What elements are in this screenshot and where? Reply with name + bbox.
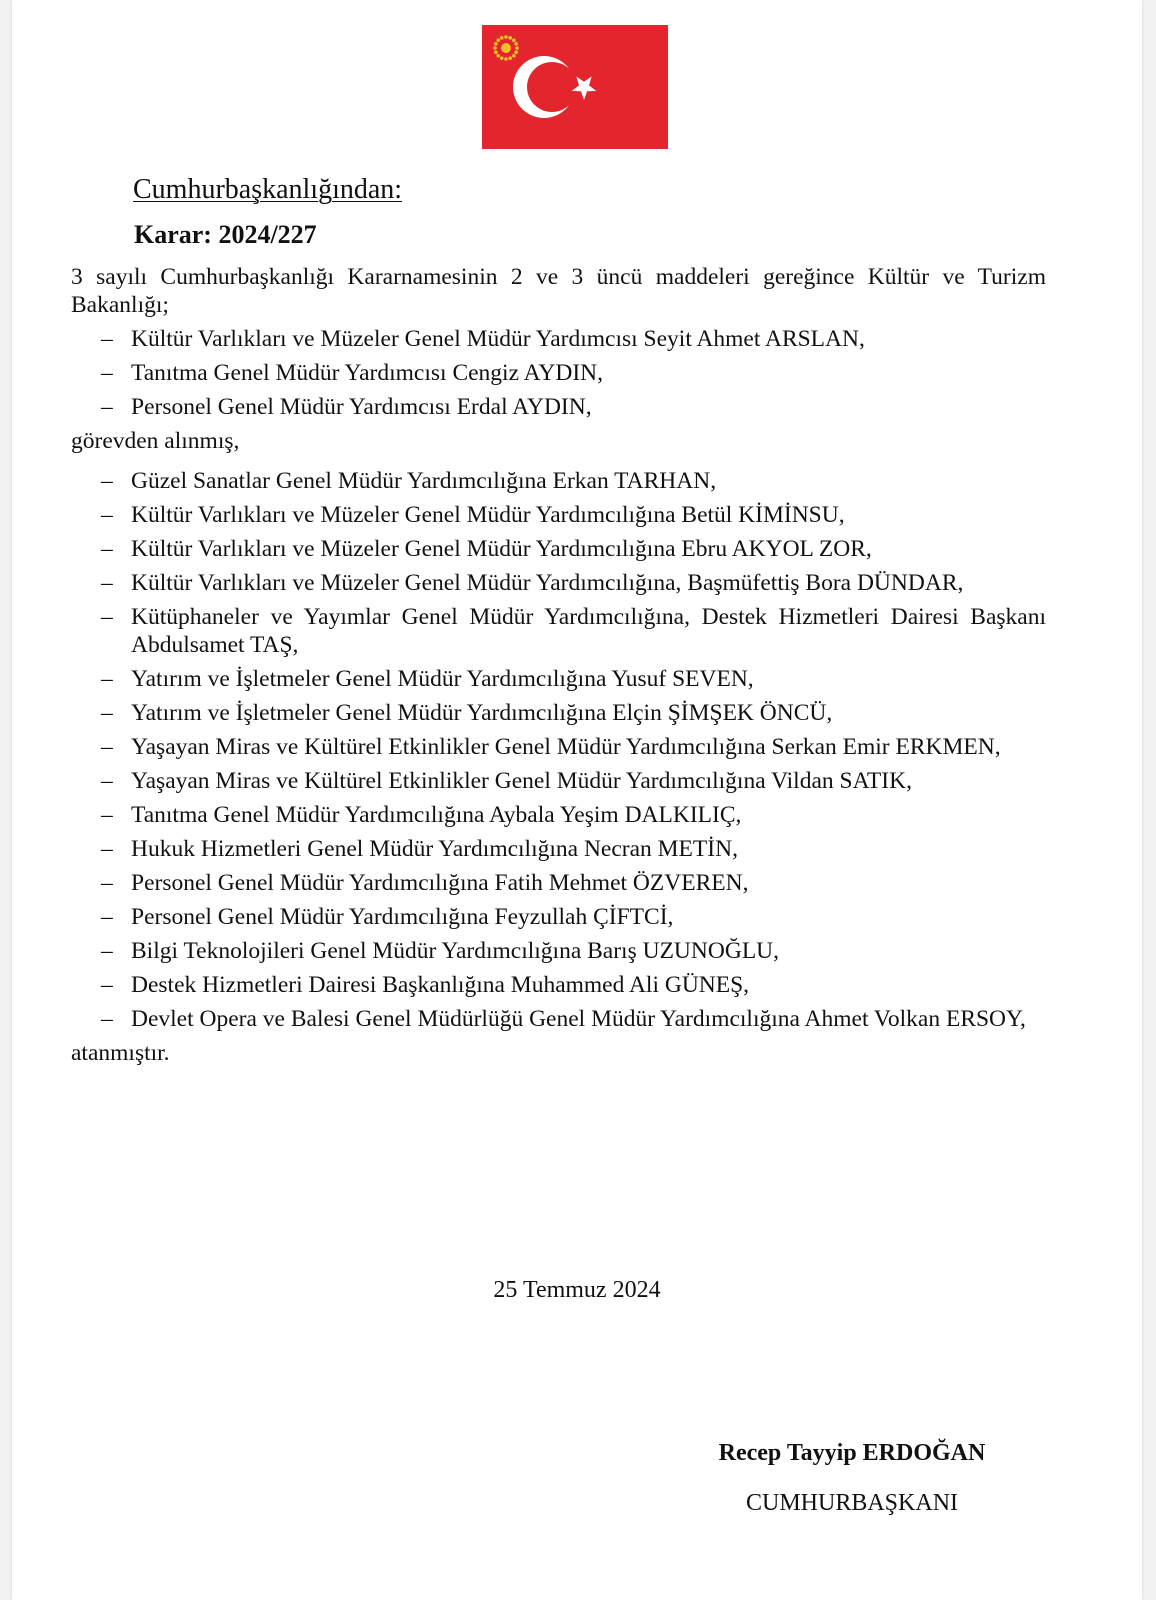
- list-item: – Personel Genel Müdür Yardımcısı Erdal AYDIN,: [71, 393, 1046, 421]
- list-item: – Yaşayan Miras ve Kültürel Etkinlikler Genel Müdür Yardımcılığına Serkan Emir ERKMEN,: [71, 733, 1046, 761]
- list-item: – Personel Genel Müdür Yardımcılığına Feyzullah ÇİFTCİ,: [71, 903, 1046, 931]
- appointed-note: atanmıştır.: [71, 1040, 170, 1066]
- list-item: – Devlet Opera ve Balesi Genel Müdürlüğü Genel Müdür Yardımcılığına Ahmet Volkan ERSOY,: [71, 1005, 1046, 1033]
- list-item: – Hukuk Hizmetleri Genel Müdür Yardımcılığına Necran METİN,: [71, 835, 1046, 863]
- intro-paragraph: 3 sayılı Cumhurbaşkanlığı Kararnamesinin 2 ve 3 üncü maddeleri gereğince Kültür ve Turizm Bakanlığı;: [71, 264, 1046, 318]
- list-item: – Kütüphaneler ve Yayımlar Genel Müdür Yardımcılığına, Destek Hizmetleri Dairesi Başkanı Abdulsamet TAŞ,: [71, 603, 1046, 659]
- list-item: – Kültür Varlıkları ve Müzeler Genel Müdür Yardımcılığına Ebru AKYOL ZOR,: [71, 535, 1046, 563]
- list-item: – Güzel Sanatlar Genel Müdür Yardımcılığına Erkan TARHAN,: [71, 467, 1046, 495]
- decision-number: Karar: 2024/227: [134, 220, 317, 249]
- list-item: – Kültür Varlıkları ve Müzeler Genel Müdür Yardımcısı Seyit Ahmet ARSLAN,: [71, 325, 1046, 353]
- list-item: – Kültür Varlıkları ve Müzeler Genel Müdür Yardımcılığına Betül KİMİNSU,: [71, 501, 1046, 529]
- list-item: – Yatırım ve İşletmeler Genel Müdür Yardımcılığına Elçin ŞİMŞEK ÖNCÜ,: [71, 699, 1046, 727]
- dismissed-list: [71, 325, 1046, 421]
- list-item: – Destek Hizmetleri Dairesi Başkanlığına Muhammed Ali GÜNEŞ,: [71, 971, 1046, 999]
- list-item: – Kültür Varlıkları ve Müzeler Genel Müdür Yardımcılığına, Başmüfettiş Bora DÜNDAR,: [71, 569, 1046, 597]
- document-page: [12, 0, 1142, 1600]
- signatory-name: Recep Tayyip ERDOĞAN: [718, 1440, 986, 1466]
- document-body: [71, 263, 1046, 1067]
- presidential-flag-icon: [482, 25, 668, 149]
- signatory-title: CUMHURBAŞKANI: [745, 1490, 959, 1516]
- list-item: – Yaşayan Miras ve Kültürel Etkinlikler Genel Müdür Yardımcılığına Vildan SATIK,: [71, 767, 1046, 795]
- list-item: – Yatırım ve İşletmeler Genel Müdür Yardımcılığına Yusuf SEVEN,: [71, 665, 1046, 693]
- list-item: – Bilgi Teknolojileri Genel Müdür Yardımcılığına Barış UZUNOĞLU,: [71, 937, 1046, 965]
- decision-date: 25 Temmuz 2024: [493, 1277, 661, 1303]
- issuer-heading: Cumhurbaşkanlığından:: [133, 174, 403, 205]
- appointed-list: [71, 467, 1046, 1033]
- dismissed-note: görevden alınmış,: [71, 428, 240, 454]
- list-item: – Tanıtma Genel Müdür Yardımcısı Cengiz AYDIN,: [71, 359, 1046, 387]
- list-item: – Personel Genel Müdür Yardımcılığına Fatih Mehmet ÖZVEREN,: [71, 869, 1046, 897]
- list-item: – Tanıtma Genel Müdür Yardımcılığına Aybala Yeşim DALKILIÇ,: [71, 801, 1046, 829]
